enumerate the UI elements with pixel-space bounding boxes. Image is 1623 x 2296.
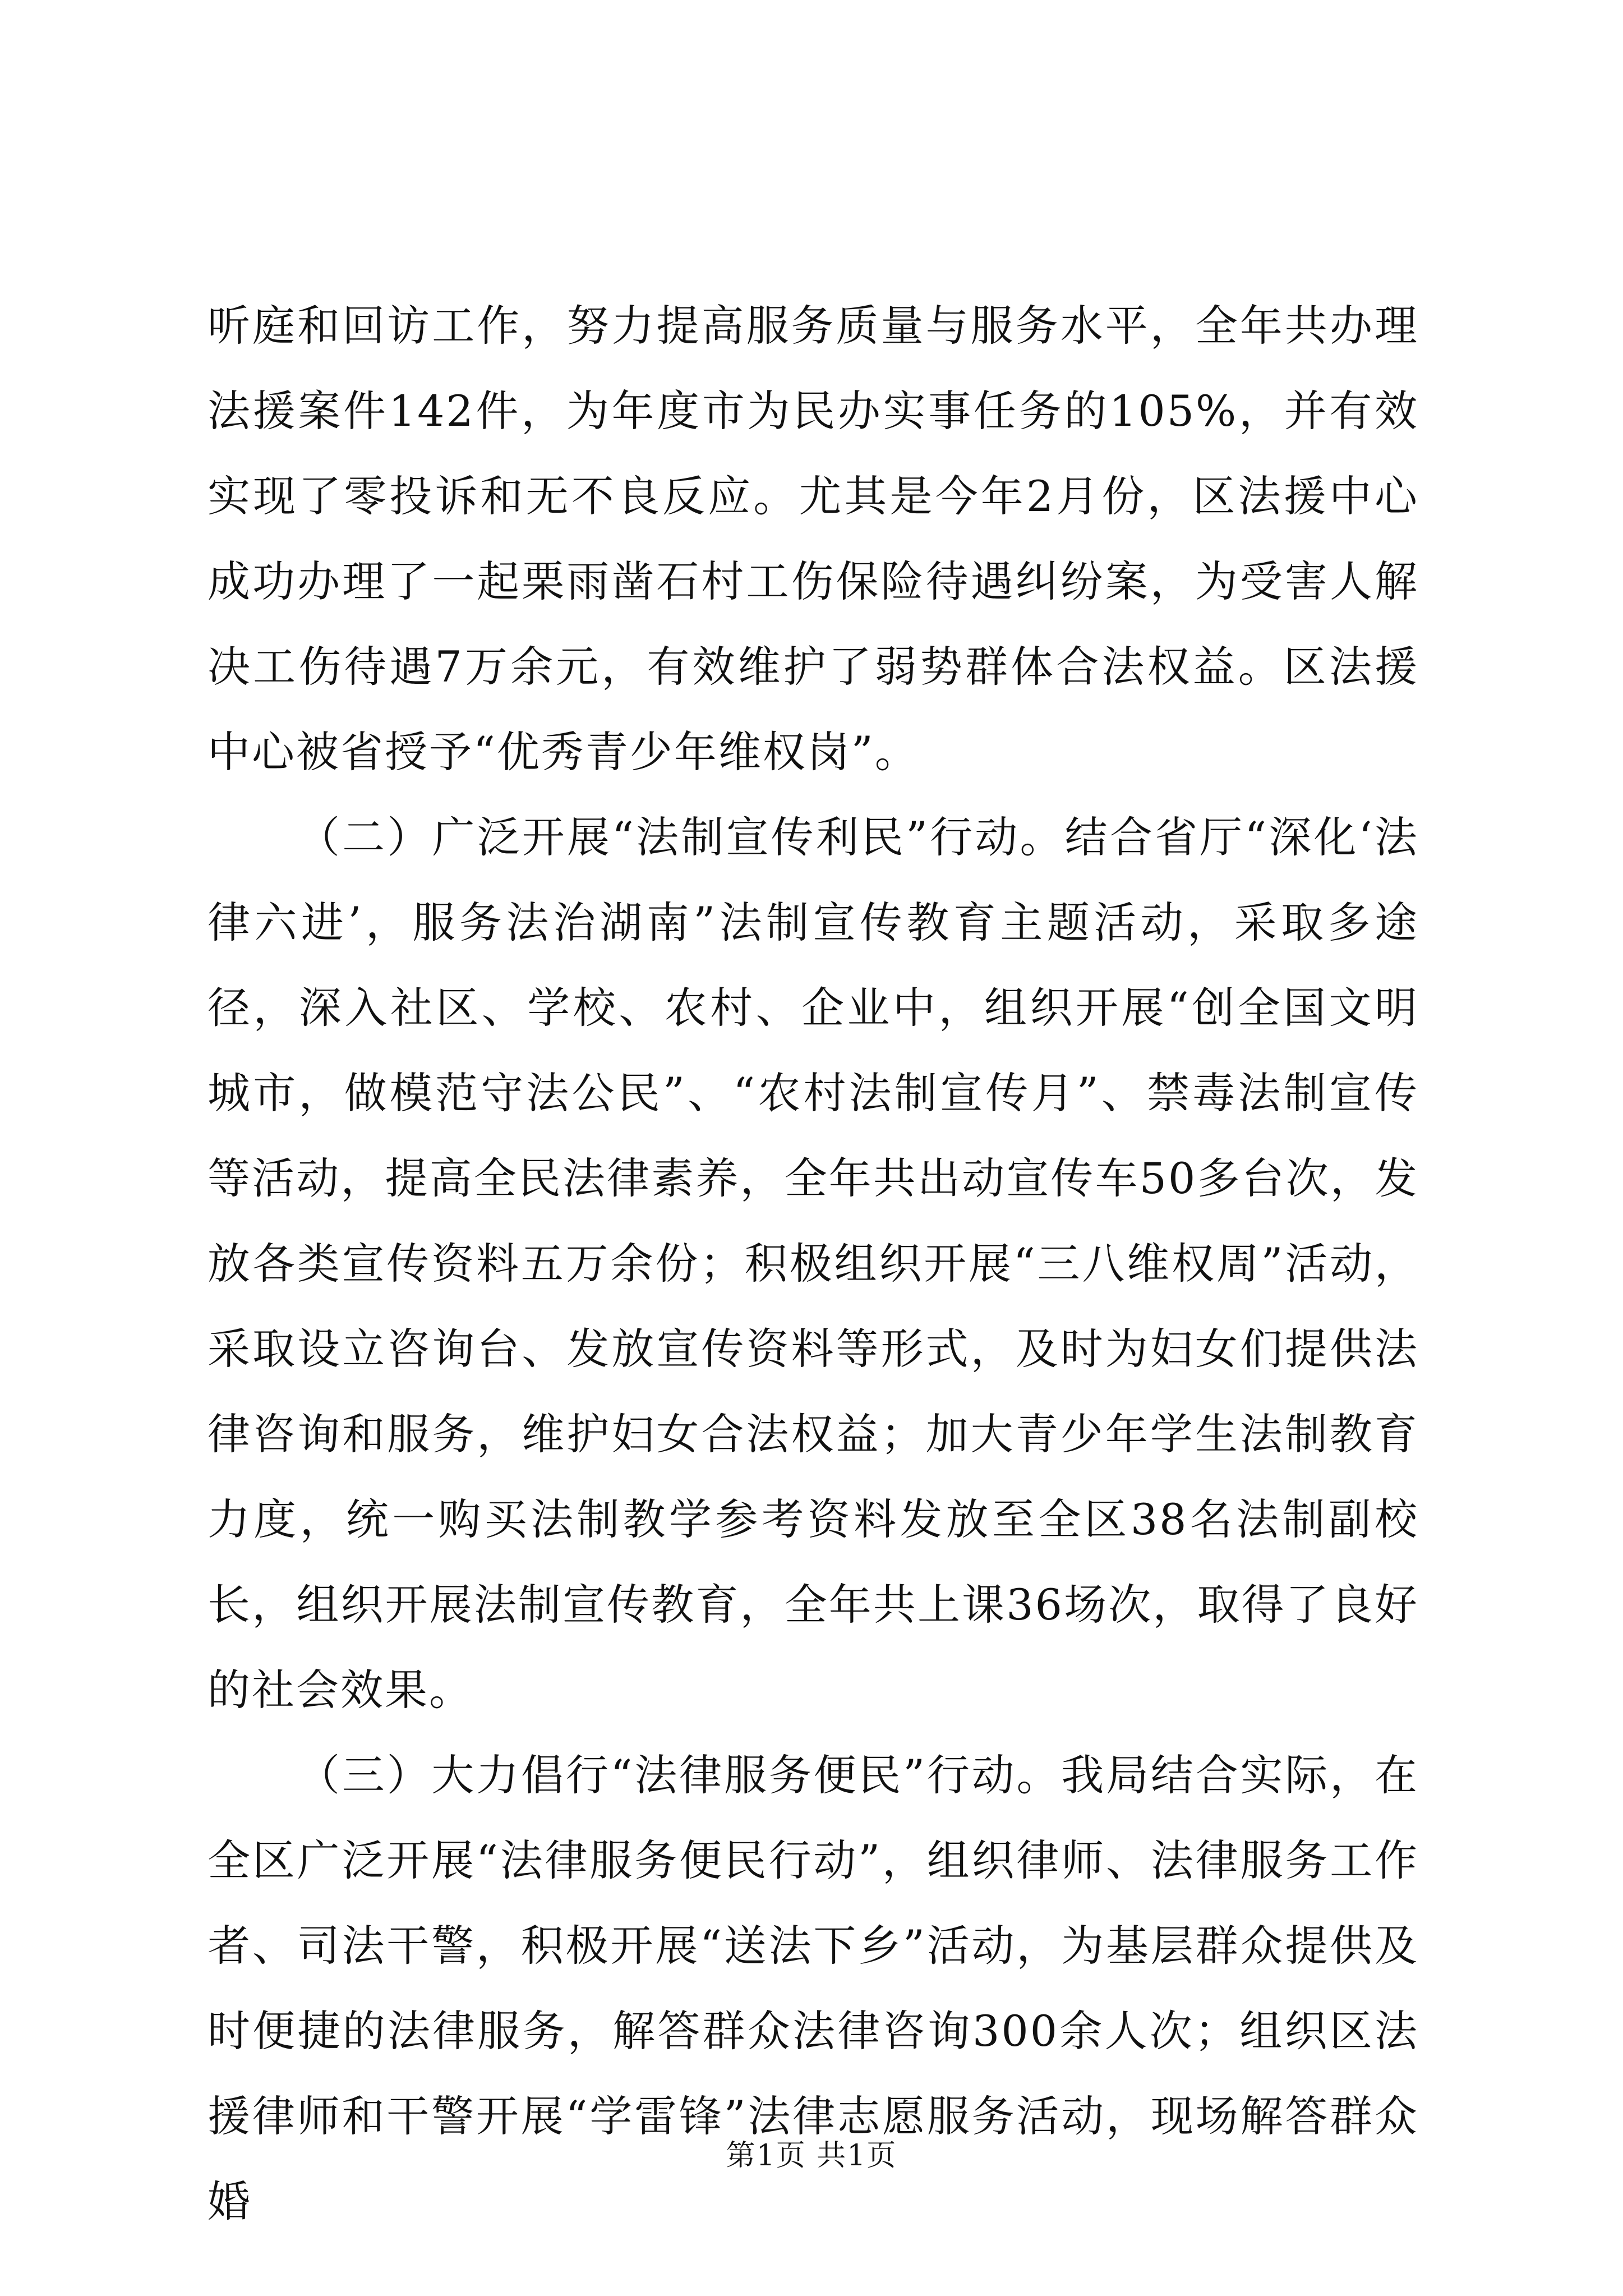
paragraph-continuation: 听庭和回访工作，努力提高服务质量与服务水平，全年共办理法援案件142件，为年度市为民办实事任务的105%，并有效实现了零投诉和无不良反应。尤其是今年2月份，区法援中心成功办理了一起栗雨凿石村工伤保险待遇纠纷案，为受害人解决工伤待遇7万余元，有效维护了弱势群体合法权益。区法援中心被省授予“优秀青少年维权岗”。 bbox=[208, 301, 1419, 777]
document-body bbox=[208, 283, 1419, 2244]
paragraph-legal-services: （三）大力倡行“法律服务便民”行动。我局结合实际，在全区广泛开展“法律服务便民行动”，组织律师、法律服务工作者、司法干警，积极开展“送法下乡”活动，为基层群众提供及时便捷的法律服务，解答群众法律咨询300余人次；组织区法援律师和干警开展“学雷锋”法律志愿服务活动，现场解答群众婚 bbox=[208, 1750, 1419, 2226]
paragraph-legal-publicity: （二）广泛开展“法制宣传利民”行动。结合省厅“深化‘法律六进’，服务法治湖南”法制宣传教育主题活动，采取多途径，深入社区、学校、农村、企业中，组织开展“创全国文明城市，做模范守法公民”、“农村法制宣传月”、禁毒法制宣传等活动，提高全民法律素养，全年共出动宣传车50多台次，发放各类宣传资料五万余份；积极组织开展“三八维权周”活动，采取设立咨询台、发放宣传资料等形式，及时为妇女们提供法律咨询和服务，维护妇女合法权益；加大青少年学生法制教育力度，统一购买法制教学参考资料发放至全区38名法制副校长，组织开展法制宣传教育，全年共上课36场次，取得了良好的社会效果。 bbox=[208, 812, 1419, 1715]
page-footer: 第1页 共1页 bbox=[726, 2139, 897, 2173]
